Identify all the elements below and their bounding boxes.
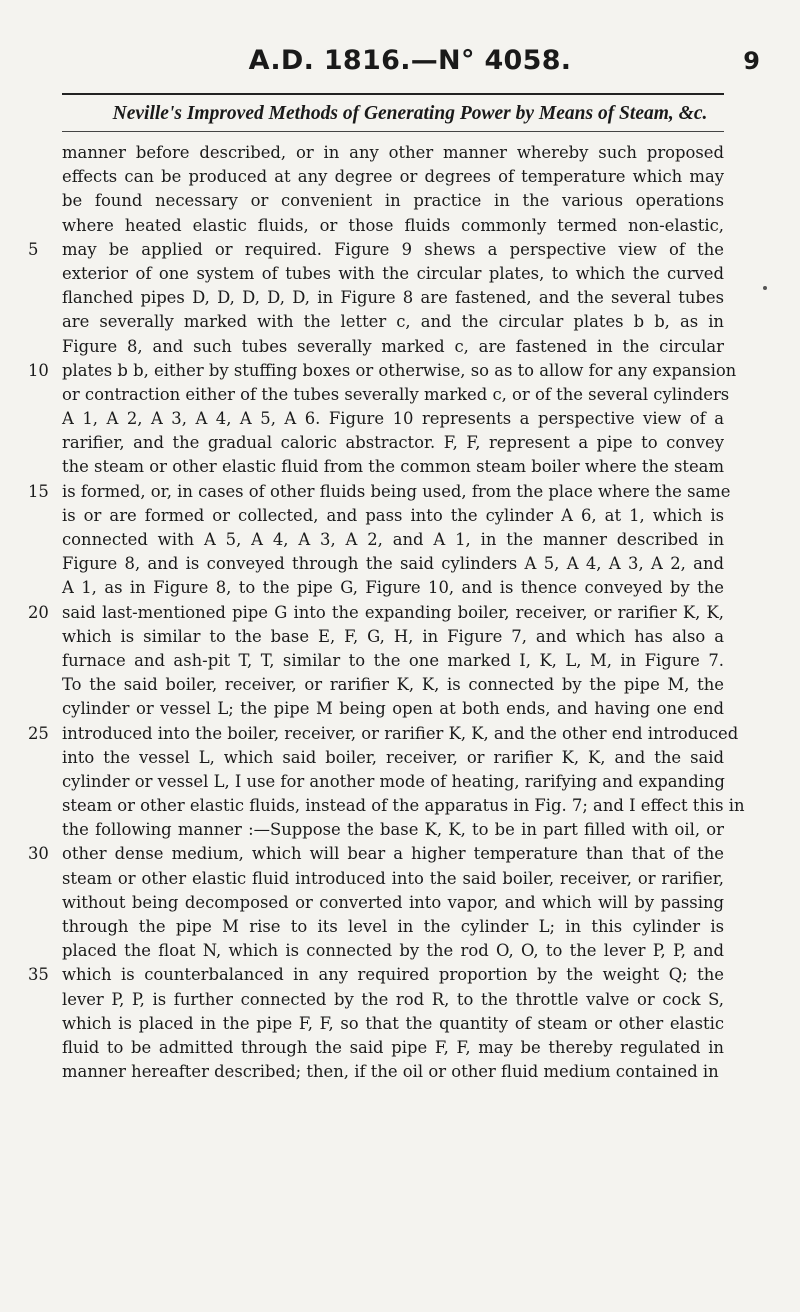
line-text: plates b b, either by stuffing boxes or otherwise, so as to allow for any expansion [62,360,737,380]
line-text: To the said boiler, receiver, or rarifier K, K, is connected by the pipe M, the [62,675,724,695]
header-rule [62,93,724,95]
line-text: exterior of one system of tubes with the circular plates, to which the curved [62,263,724,283]
line-number: 25 [28,723,49,743]
line-text: Figure 8, and such tubes severally marked c, are fastened in the circular [62,336,724,356]
text-line [0,842,800,866]
line-text: the following manner :—Suppose the base K, K, to be in part filled with oil, or [62,820,724,840]
text-line [0,939,800,963]
line-text: is formed, or, in cases of other fluids being used, from the place where the same [62,481,731,501]
text-line [0,794,800,818]
text-line [0,310,800,334]
line-text: flanched pipes D, D, D, D, D, in Figure 8 are fastened, and the several tubes [62,288,724,308]
text-line [0,818,800,842]
line-text: manner hereafter described; then, if the oil or other fluid medium contained in [62,1062,719,1082]
line-text: is or are formed or collected, and pass into the cylinder A 6, at 1, which is [62,505,724,525]
text-line [0,528,800,552]
text-line [0,189,800,213]
text-line [0,141,800,165]
text-line [0,480,800,504]
text-line [0,891,800,915]
running-head: Neville's Improved Methods of Generating Power by Means of Steam, &c. [112,103,708,124]
line-text: through the pipe M rise to its level in the cylinder L; in this cylinder is [62,917,724,936]
line-text: which is similar to the base E, F, G, H, in Figure 7, and which has also a [62,626,724,646]
text-line [0,722,800,746]
header-title: A.D. 1816.—N° 4058. [248,45,572,76]
line-number: 35 [28,965,49,985]
line-text: effects can be produced at any degree or degrees of temperature which may [62,167,724,187]
line-number: 10 [28,360,49,380]
line-text: introduced into the boiler, receiver, or rarifier K, K, and the other end introduced [62,723,739,743]
line-text: connected with A 5, A 4, A 3, A 2, and A 1, in the manner described in [62,530,724,549]
line-text: other dense medium, which will bear a higher temperature than that of the [62,844,724,864]
text-line [0,455,800,479]
text-line [0,576,800,600]
line-text: said last-mentioned pipe G into the expanding boiler, receiver, or rarifier K, K, [62,602,724,622]
line-text: cylinder or vessel L; the pipe M being open at both ends, and having one end [62,699,724,719]
text-line [0,359,800,383]
text-line [0,601,800,625]
text-line [0,649,800,673]
page-number: 9 [743,47,760,75]
text-line [0,697,800,721]
body-text [0,141,800,1084]
line-text: the steam or other elastic fluid from the common steam boiler where the steam [62,457,724,477]
text-line [0,214,800,238]
text-line [0,746,800,770]
text-line [0,431,800,455]
text-line [0,335,800,359]
line-text: steam or other elastic fluids, instead of the apparatus in Fig. 7; and I effect this in [62,796,745,816]
text-line [0,407,800,431]
line-text: fluid to be admitted through the said pipe F, F, may be thereby regulated in [62,1037,724,1057]
line-text: cylinder or vessel L, I use for another mode of heating, rarifying and expanding [62,771,725,791]
line-text: where heated elastic fluids, or those fluids commonly termed non-elastic, [62,215,724,235]
line-text: be found necessary or convenient in practice in the various operations [62,191,724,211]
line-text: furnace and ash-pit T, T, similar to the one marked I, K, L, M, in Figure 7. [62,650,724,670]
text-line [0,1012,800,1036]
text-line [0,552,800,576]
text-line [0,262,800,286]
text-line [0,1060,800,1084]
line-text: A 1, A 2, A 3, A 4, A 5, A 6. Figure 10 represents a perspective view of a [62,409,724,429]
text-line [0,238,800,262]
text-line [0,770,800,794]
line-text: or contraction either of the tubes severally marked c, or of the several cylinders [62,384,730,404]
text-line [0,915,800,939]
text-line [0,286,800,310]
text-line [0,504,800,528]
running-head-rule [62,131,724,132]
page-header [60,38,760,84]
text-line [0,1036,800,1060]
line-number: 20 [28,602,49,622]
line-text: lever P, P, is further connected by the rod R, to the throttle valve or cock S, [62,989,724,1009]
text-line [0,625,800,649]
line-text: which is placed in the pipe F, F, so that the quantity of steam or other elastic [62,1013,724,1033]
line-text: may be applied or required. Figure 9 shews a perspective view of the [62,239,724,259]
line-text: Figure 8, and is conveyed through the said cylinders A 5, A 4, A 3, A 2, and [62,554,724,574]
text-line [0,867,800,891]
text-line [0,988,800,1012]
line-text: manner before described, or in any other manner whereby such proposed [62,143,724,162]
line-text: are severally marked with the letter c, and the circular plates b b, as in [62,312,724,332]
line-text: steam or other elastic fluid introduced into the said boiler, receiver, or rarifier, [62,868,724,888]
line-text: A 1, as in Figure 8, to the pipe G, Figure 10, and is thence conveyed by the [62,578,724,598]
text-line [0,383,800,407]
text-line [0,165,800,189]
line-number: 30 [28,844,49,864]
line-text: without being decomposed or converted into vapor, and which will by passing [62,892,724,912]
text-line [0,963,800,987]
text-line [0,673,800,697]
line-text: placed the float N, which is connected by the rod O, O, to the lever P, P, and [62,941,724,961]
line-number: 15 [28,481,49,501]
line-number: 5 [28,239,39,259]
line-text: which is counterbalanced in any required proportion by the weight Q; the [62,965,724,985]
line-text: rarifier, and the gradual caloric abstractor. F, F, represent a pipe to convey [62,433,724,453]
line-text: into the vessel L, which said boiler, receiver, or rarifier K, K, and the said [62,747,724,767]
